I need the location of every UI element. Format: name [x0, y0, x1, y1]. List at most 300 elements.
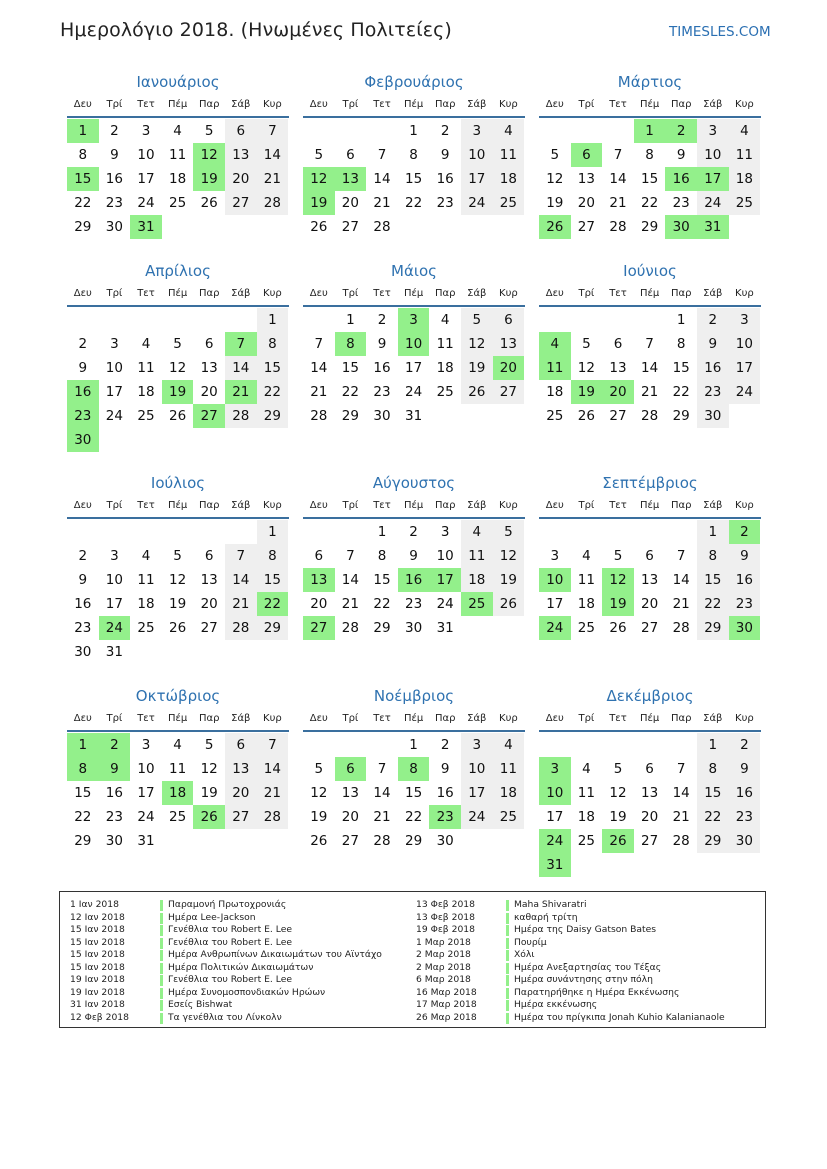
day-cell: 29 [373, 620, 391, 636]
day-cell: 27 [577, 219, 595, 235]
holiday-day-cell: 27 [303, 616, 335, 640]
weekday-label: Πέμ [167, 500, 188, 511]
day-cell: 28 [257, 805, 289, 829]
holiday-day-cell: 25 [461, 592, 493, 616]
holiday-day-cell: 3 [539, 757, 571, 781]
day-cell: 13 [609, 360, 627, 376]
day-cell: 8 [697, 757, 729, 781]
day-cell: 21 [373, 809, 391, 825]
weekday-label: Δευ [73, 500, 92, 511]
day-cell: 1 [409, 123, 418, 139]
day-cell: 24 [729, 380, 761, 404]
day-cell: 5 [314, 761, 324, 777]
day-cell: 29 [257, 404, 289, 428]
day-cell: 3 [461, 733, 493, 757]
weekday-label: Δευ [309, 288, 328, 299]
holiday-day-cell: 12 [193, 143, 225, 167]
holiday-name: Ημέρα Ανεξαρτησίας του Τέξας [514, 961, 662, 973]
holiday-day-cell: 23 [429, 805, 461, 829]
day-cell: 9 [676, 147, 686, 163]
holiday-name: Ημέρα συνάντησης στην πόλη [514, 974, 653, 985]
day-cell: 1 [257, 308, 289, 332]
day-cell: 18 [169, 171, 187, 187]
day-cell: 8 [676, 336, 686, 352]
holiday-marker [160, 900, 163, 911]
day-cell: 5 [204, 737, 214, 753]
holiday-day-cell: 10 [539, 568, 571, 592]
weekday-header [539, 288, 761, 307]
day-cell: 26 [169, 620, 187, 636]
holiday-day-cell: 2 [665, 119, 697, 143]
day-cell: 4 [173, 737, 182, 753]
holiday-marker [506, 1000, 509, 1011]
holiday-day-cell: 26 [602, 829, 634, 853]
holiday-day-cell: 22 [257, 592, 289, 616]
weekday-label: Τρί [106, 500, 123, 511]
day-cell: 4 [582, 761, 591, 777]
day-cell: 16 [436, 785, 454, 801]
day-cell: 22 [697, 592, 729, 616]
holiday-day-cell: 2 [99, 733, 131, 757]
weekday-label: Δευ [73, 99, 92, 110]
weekday-label: Δευ [309, 500, 328, 511]
day-cell: 25 [169, 809, 187, 825]
day-cell: 26 [200, 195, 218, 211]
holiday-date: 19 Ιαν 2018 [70, 974, 125, 985]
day-cell: 21 [310, 384, 328, 400]
holiday-day-cell: 16 [665, 167, 697, 191]
holiday-date: 16 Μαρ 2018 [416, 986, 477, 998]
day-cell: 19 [461, 356, 493, 380]
day-cell: 5 [582, 336, 591, 352]
weekday-header [539, 500, 761, 519]
weekday-label: Παρ [670, 99, 692, 110]
holiday-day-cell: 8 [67, 757, 99, 781]
weekday-label: Πέμ [403, 288, 424, 299]
holiday-date: 17 Μαρ 2018 [416, 999, 477, 1010]
day-cell: 5 [461, 308, 493, 332]
holiday-day-cell: 30 [665, 215, 697, 239]
day-cell: 13 [200, 360, 218, 376]
day-cell: 10 [105, 360, 123, 376]
weekday-label: Τετ [137, 713, 155, 724]
day-cell: 22 [697, 805, 729, 829]
weekday-label: Τρί [578, 713, 595, 724]
day-cell: 22 [341, 384, 359, 400]
weekday-label: Σάβ [703, 500, 723, 511]
weekday-label: Σάβ [703, 713, 723, 724]
weekday-label: Κυρ [263, 500, 282, 511]
holiday-row [70, 937, 415, 950]
holiday-date: 26 Μαρ 2018 [416, 1011, 477, 1023]
day-cell: 16 [105, 785, 123, 801]
day-cell: 28 [310, 408, 328, 424]
holiday-name: καθαρή τρίτη [514, 911, 578, 923]
holiday-day-cell: 19 [602, 592, 634, 616]
day-cell: 12 [609, 785, 627, 801]
day-cell: 17 [137, 171, 155, 187]
holiday-day-cell: 10 [539, 781, 571, 805]
day-cell: 28 [672, 620, 690, 636]
day-cell: 5 [173, 336, 182, 352]
day-cell: 29 [405, 833, 423, 849]
day-cell: 2 [377, 312, 387, 328]
holiday-name: Παρατηρήθηκε η Ημέρα Εκκένωσης [514, 986, 680, 998]
day-cell: 7 [645, 336, 654, 352]
weekday-label: Πέμ [639, 99, 660, 110]
day-cell: 2 [729, 733, 761, 757]
day-cell: 5 [613, 761, 623, 777]
holiday-name: Ημέρα της Daisy Gatson Bates [514, 924, 657, 935]
day-cell: 4 [582, 548, 591, 564]
weekday-label: Παρ [670, 713, 692, 724]
holiday-marker [160, 925, 163, 936]
day-cell: 1 [697, 520, 729, 544]
day-cell: 1 [257, 520, 289, 544]
day-cell: 10 [461, 143, 493, 167]
day-cell: 27 [641, 620, 659, 636]
day-cell: 23 [405, 596, 423, 612]
day-cell: 15 [257, 356, 289, 380]
holiday-list-right [416, 899, 761, 1024]
day-cell: 15 [641, 171, 659, 187]
weekday-label: Κυρ [735, 713, 754, 724]
day-cell: 13 [641, 785, 659, 801]
day-cell: 1 [697, 733, 729, 757]
holiday-day-cell: 30 [729, 616, 761, 640]
day-cell: 30 [105, 833, 123, 849]
holiday-date: 2 Μαρ 2018 [416, 949, 471, 960]
day-cell: 22 [373, 596, 391, 612]
holiday-name: Maha Shivaratri [514, 899, 587, 910]
weekday-label: Τρί [578, 99, 595, 110]
holiday-day-cell: 11 [539, 356, 571, 380]
day-cell: 6 [204, 336, 214, 352]
day-cell: 24 [405, 384, 423, 400]
day-cell: 29 [697, 829, 729, 853]
day-cell: 9 [409, 548, 418, 564]
holiday-name: Ημέρα Lee-Jackson [168, 911, 256, 923]
day-cell: 9 [78, 360, 88, 376]
weekday-label: Σάβ [231, 500, 251, 511]
day-cell: 29 [641, 219, 659, 235]
weekday-label: Πέμ [639, 713, 660, 724]
day-cell: 11 [436, 336, 454, 352]
holiday-day-cell: 1 [634, 119, 666, 143]
weekday-label: Παρ [198, 500, 220, 511]
day-cell: 15 [74, 785, 92, 801]
holiday-day-cell: 9 [99, 757, 131, 781]
day-cell: 25 [729, 191, 761, 215]
weekday-label: Κυρ [735, 288, 754, 299]
day-cell: 15 [373, 572, 391, 588]
holiday-marker [506, 950, 509, 961]
day-cell: 20 [577, 195, 595, 211]
holiday-name: Ημέρα Συνομοσπονδιακών Ηρώων [168, 986, 326, 998]
weekday-label: Δευ [545, 288, 564, 299]
holiday-marker [506, 1013, 509, 1024]
holiday-row [70, 899, 415, 912]
holiday-marker [506, 938, 509, 949]
day-cell: 2 [78, 548, 88, 564]
day-cell: 14 [609, 171, 627, 187]
day-cell: 7 [257, 733, 289, 757]
holiday-row [416, 949, 761, 962]
day-cell: 26 [169, 408, 187, 424]
holiday-name: Εσείς Bishwat [168, 999, 233, 1010]
day-cell: 3 [440, 524, 450, 540]
holiday-marker [160, 950, 163, 961]
day-cell: 12 [546, 171, 564, 187]
holiday-date: 13 Φεβ 2018 [416, 911, 475, 923]
day-cell: 1 [377, 524, 387, 540]
day-cell: 30 [436, 833, 454, 849]
day-cell: 12 [461, 332, 493, 356]
weekday-header [67, 713, 289, 732]
day-cell: 11 [577, 785, 595, 801]
day-cell: 24 [461, 805, 493, 829]
weekday-label: Πέμ [403, 99, 424, 110]
holiday-date: 15 Ιαν 2018 [70, 936, 125, 948]
holiday-row [70, 924, 415, 937]
day-cell: 8 [257, 544, 289, 568]
day-cell: 27 [200, 620, 218, 636]
weekday-label: Τρί [342, 713, 359, 724]
day-cell: 19 [609, 809, 627, 825]
holiday-day-cell: 24 [99, 616, 131, 640]
holiday-day-cell: 21 [225, 380, 257, 404]
holiday-day-cell: 19 [303, 191, 335, 215]
month-name: Δεκέμβριος [606, 687, 694, 705]
holiday-name: Γενέθλια του Robert E. Lee [168, 974, 292, 985]
holiday-day-cell: 8 [335, 332, 367, 356]
day-cell: 5 [204, 123, 214, 139]
holiday-date: 19 Φεβ 2018 [416, 924, 475, 935]
holiday-day-cell: 4 [539, 332, 571, 356]
day-cell: 6 [346, 147, 355, 163]
day-cell: 17 [137, 785, 155, 801]
holiday-date: 31 Ιαν 2018 [70, 999, 125, 1010]
holiday-name: Χόλι [514, 949, 535, 960]
day-cell: 13 [641, 572, 659, 588]
day-cell: 20 [341, 195, 359, 211]
holiday-row [416, 924, 761, 937]
weekday-header [67, 288, 289, 307]
holiday-row [70, 1012, 415, 1025]
weekday-header [303, 500, 525, 519]
weekday-label: Τετ [609, 713, 627, 724]
holiday-marker [506, 988, 509, 999]
month-name: Ιούλιος [150, 474, 206, 492]
day-cell: 3 [141, 737, 151, 753]
day-cell: 5 [613, 548, 623, 564]
day-cell: 21 [225, 592, 257, 616]
holiday-day-cell: 20 [493, 356, 525, 380]
day-cell: 2 [110, 123, 119, 139]
weekday-label: Πέμ [403, 713, 424, 724]
month-name: Μάιος [391, 262, 437, 280]
day-cell: 22 [74, 809, 92, 825]
holiday-date: 1 Ιαν 2018 [70, 899, 119, 910]
holiday-name: Ημέρα εκκένωσης [514, 999, 598, 1010]
day-cell: 3 [729, 308, 761, 332]
weekday-label: Σάβ [703, 288, 723, 299]
day-cell: 7 [613, 147, 623, 163]
weekday-label: Παρ [670, 500, 692, 511]
day-cell: 17 [105, 384, 123, 400]
holiday-marker [160, 963, 163, 974]
holiday-day-cell: 20 [602, 380, 634, 404]
holiday-day-cell: 10 [398, 332, 430, 356]
day-cell: 7 [314, 336, 324, 352]
weekday-label: Παρ [434, 713, 456, 724]
day-cell: 8 [78, 147, 88, 163]
day-cell: 11 [729, 143, 761, 167]
day-cell: 9 [697, 332, 729, 356]
day-cell: 27 [225, 191, 257, 215]
day-cell: 11 [493, 143, 525, 167]
weekday-label: Δευ [309, 99, 328, 110]
day-cell: 15 [697, 568, 729, 592]
holiday-marker [160, 913, 163, 924]
day-cell: 18 [577, 596, 595, 612]
day-cell: 9 [78, 572, 88, 588]
holiday-day-cell: 26 [539, 215, 571, 239]
day-cell: 26 [577, 408, 595, 424]
day-cell: 14 [672, 785, 690, 801]
day-cell: 26 [493, 592, 525, 616]
weekday-label: Δευ [73, 713, 92, 724]
day-cell: 15 [405, 785, 423, 801]
holiday-marker [506, 900, 509, 911]
day-cell: 24 [436, 596, 454, 612]
day-cell: 31 [436, 620, 454, 636]
day-cell: 2 [697, 308, 729, 332]
holiday-day-cell: 13 [335, 167, 367, 191]
day-cell: 18 [493, 781, 525, 805]
day-cell: 24 [137, 195, 155, 211]
day-cell: 6 [645, 761, 654, 777]
weekday-label: Δευ [309, 713, 328, 724]
weekday-label: Σάβ [467, 500, 487, 511]
holiday-marker [160, 988, 163, 999]
holiday-name: Γενέθλια του Robert E. Lee [168, 936, 292, 948]
weekday-label: Παρ [434, 99, 456, 110]
weekday-label: Κυρ [499, 713, 518, 724]
day-cell: 3 [550, 548, 560, 564]
day-cell: 1 [409, 737, 418, 753]
weekday-label: Παρ [434, 500, 456, 511]
day-cell: 24 [105, 408, 123, 424]
day-cell: 23 [436, 195, 454, 211]
holiday-row [70, 912, 415, 925]
day-cell: 23 [74, 620, 92, 636]
day-cell: 21 [257, 167, 289, 191]
day-cell: 4 [141, 336, 151, 352]
day-cell: 20 [641, 809, 659, 825]
day-cell: 18 [137, 384, 155, 400]
holiday-name: Γενέθλια του Robert E. Lee [168, 924, 292, 935]
day-cell: 15 [341, 360, 359, 376]
day-cell: 12 [200, 761, 218, 777]
weekday-label: Σάβ [231, 99, 251, 110]
weekday-label: Τετ [137, 500, 155, 511]
day-cell: 21 [672, 809, 690, 825]
weekday-label: Δευ [545, 500, 564, 511]
weekday-label: Πέμ [167, 288, 188, 299]
day-cell: 3 [141, 123, 151, 139]
day-cell: 19 [310, 809, 328, 825]
day-cell: 12 [169, 360, 187, 376]
weekday-label: Πέμ [167, 99, 188, 110]
weekday-label: Κυρ [499, 288, 518, 299]
day-cell: 21 [373, 195, 391, 211]
weekday-label: Τετ [373, 713, 391, 724]
day-cell: 6 [204, 548, 214, 564]
day-cell: 1 [346, 312, 355, 328]
day-cell: 24 [697, 191, 729, 215]
holiday-name: Ημέρα Ανθρωπίνων Δικαιωμάτων του Αϊντάχο [168, 949, 382, 960]
day-cell: 14 [310, 360, 328, 376]
day-cell: 16 [105, 171, 123, 187]
day-cell: 2 [440, 123, 450, 139]
day-cell: 14 [225, 356, 257, 380]
holiday-day-cell: 18 [162, 781, 194, 805]
day-cell: 18 [493, 167, 525, 191]
holiday-day-cell: 1 [67, 119, 99, 143]
day-cell: 6 [613, 336, 623, 352]
weekday-label: Σάβ [467, 99, 487, 110]
holiday-day-cell: 31 [697, 215, 729, 239]
holiday-date: 1 Μαρ 2018 [416, 936, 471, 948]
day-cell: 20 [200, 596, 218, 612]
holiday-marker [160, 1013, 163, 1024]
weekday-label: Σάβ [231, 288, 251, 299]
holiday-marker [160, 938, 163, 949]
holiday-row [416, 962, 761, 975]
day-cell: 23 [373, 384, 391, 400]
day-cell: 10 [105, 572, 123, 588]
holiday-day-cell: 16 [398, 568, 430, 592]
holiday-marker [506, 963, 509, 974]
day-cell: 5 [550, 147, 560, 163]
day-cell: 8 [697, 544, 729, 568]
day-cell: 11 [169, 147, 187, 163]
day-cell: 10 [729, 332, 761, 356]
weekday-header [67, 99, 289, 118]
holiday-day-cell: 31 [130, 215, 162, 239]
day-cell: 27 [341, 833, 359, 849]
weekday-label: Τετ [609, 99, 627, 110]
weekday-label: Σάβ [467, 288, 487, 299]
day-cell: 7 [676, 548, 686, 564]
day-cell: 14 [225, 568, 257, 592]
holiday-row [416, 1012, 761, 1025]
day-cell: 23 [105, 195, 123, 211]
day-cell: 25 [493, 191, 525, 215]
day-cell: 10 [697, 143, 729, 167]
day-cell: 31 [137, 833, 155, 849]
holiday-day-cell: 27 [193, 404, 225, 428]
brand-link[interactable]: TIMESLES.COM [669, 24, 771, 40]
weekday-label: Τετ [373, 99, 391, 110]
holiday-row [70, 987, 415, 1000]
holiday-name: Πουρίμ [514, 936, 547, 948]
holiday-day-cell: 8 [398, 757, 430, 781]
weekday-label: Κυρ [735, 99, 754, 110]
day-cell: 11 [493, 757, 525, 781]
day-cell: 29 [697, 616, 729, 640]
